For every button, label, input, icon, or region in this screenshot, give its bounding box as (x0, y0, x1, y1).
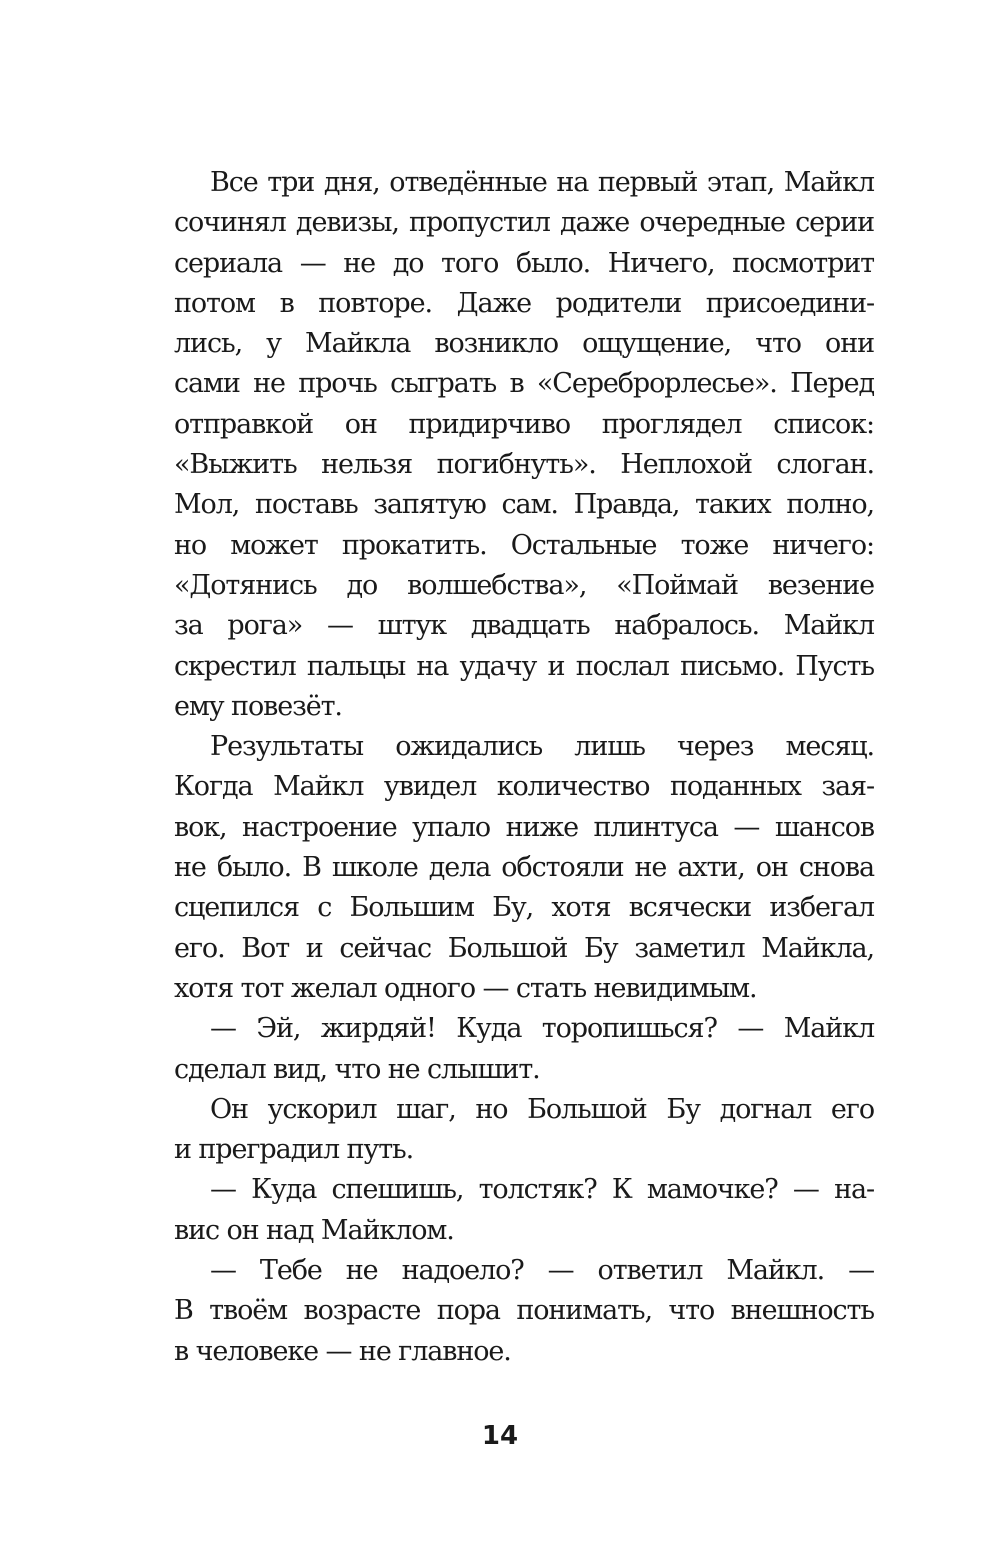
text-line: но может прокатить. Остальные тоже ничего: (174, 529, 874, 561)
text-line: Результаты ожидались лишь через месяц. (210, 731, 874, 763)
text-line: Он ускорил шаг, но Большой Бу догнал его (210, 1093, 874, 1125)
text-line: и преградил путь. (174, 1134, 414, 1166)
text-line: Когда Майкл увидел количество поданных зая- (174, 771, 874, 803)
text-line: его. Вот и сейчас Большой Бу заметил Майкла, (174, 932, 874, 964)
text-line: сцепился с Большим Бу, хотя всячески избегал (174, 892, 874, 924)
text-line: В твоём возрасте пора понимать, что внешность (174, 1295, 874, 1327)
text-line: лись, у Майкла возникло ощущение, что они (174, 328, 874, 360)
text-line: отправкой он придирчиво проглядел список: (174, 408, 874, 440)
text-line: потом в повторе. Даже родители присоедини- (174, 287, 874, 319)
text-line: «Дотянись до волшебства», «Поймай везение (174, 569, 874, 601)
text-line: вис он над Майклом. (174, 1214, 454, 1246)
text-line: ему повезёт. (174, 690, 342, 722)
text-line: сами не прочь сыграть в «Сереброрлесье». Перед (174, 368, 874, 400)
text-line: сделал вид, что не слышит. (174, 1053, 540, 1085)
text-line: Мол, поставь запятую сам. Правда, таких полно, (174, 489, 874, 521)
page-number: 14 (481, 1421, 519, 1451)
text-line: за рога» — штук двадцать набралось. Майкл (174, 610, 874, 642)
text-line: хотя тот желал одного — стать невидимым. (174, 972, 757, 1004)
text-line: сериала — не до того было. Ничего, посмотрит (174, 247, 874, 279)
text-line: скрестил пальцы на удачу и послал письмо. Пусть (174, 650, 874, 682)
text-line: — Эй, жирдяй! Куда торопишься? — Майкл (210, 1013, 874, 1045)
text-line: не было. В школе дела обстояли не ахти, он снова (174, 852, 874, 884)
text-line: — Тебе не надоело? — ответил Майкл. — (210, 1255, 874, 1287)
text-line: сочинял девизы, пропустил даже очередные серии (174, 207, 874, 239)
text-line: — Куда спешишь, толстяк? К мамочке? — на- (210, 1174, 874, 1206)
body-text (174, 163, 874, 1372)
text-line: вок, настроение упало ниже плинтуса — шансов (174, 811, 874, 843)
text-line: Все три дня, отведённые на первый этап, Майкл (210, 167, 874, 198)
text-line: в человеке — не главное. (174, 1335, 511, 1367)
text-line: «Выжить нельзя погибнуть». Неплохой слоган. (174, 449, 874, 481)
